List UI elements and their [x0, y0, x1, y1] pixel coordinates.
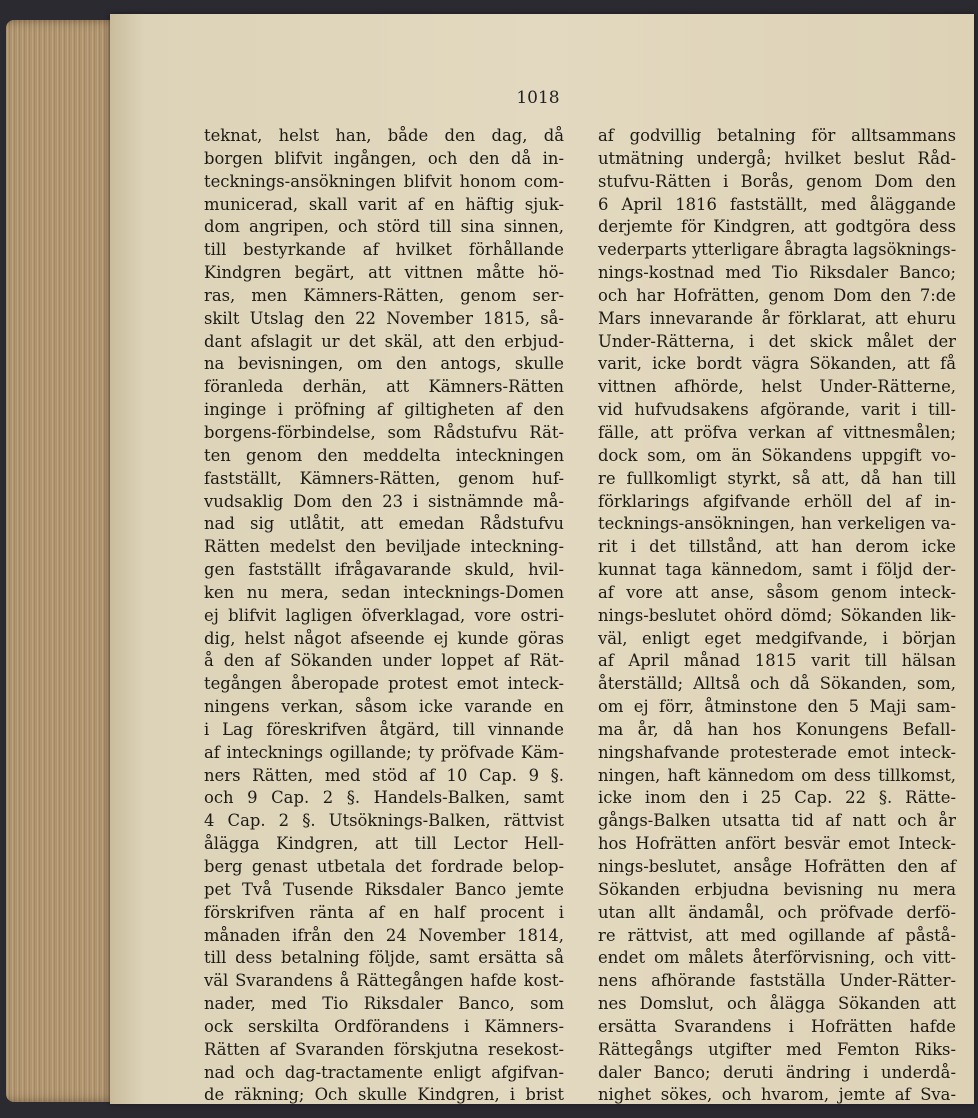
text-line: varit, icke bordt vägra Sökanden, att få: [598, 354, 956, 374]
text-line: ningens verkan, såsom icke varande en: [204, 697, 564, 717]
text-line: Rättegångs utgifter med Femton Riks-: [598, 1039, 956, 1059]
text-line: derjemte för Kindgren, att godtgöra dess: [598, 217, 956, 237]
text-line: fastställt, Kämners-Rätten, genom huf-: [204, 468, 564, 488]
text-line: ras, men Kämners-Rätten, genom ser-: [204, 285, 564, 305]
text-line: utmätning undergå; hvilket beslut Råd-: [598, 148, 956, 168]
text-line: teknat, helst han, både den dag, då: [204, 126, 564, 145]
text-line: rit i det tillstånd, att han derom icke: [598, 537, 956, 557]
text-line: nad och dag-tractamente enligt afgifvan-: [204, 1062, 564, 1082]
text-line: ningshafvande protesterade emot inteck-: [598, 742, 956, 762]
text-line: 6 April 1816 fastställt, med åläggande: [598, 194, 956, 214]
text-line: Mars innevarande år förklarat, att ehuru: [598, 308, 956, 328]
text-line: nighet sökes, och hvarom, jemte af Sva-: [598, 1085, 956, 1105]
text-line: nad sig utlåtit, att emedan Rådstufvu: [204, 514, 564, 534]
text-line: inginge i pröfning af giltigheten af den: [204, 400, 564, 420]
text-line: nings-kostnad med Tio Riksdaler Banco;: [598, 263, 956, 283]
text-line: af intecknings ogillande; ty pröfvade Käm-: [204, 742, 564, 762]
text-line: nings-beslutet, ansåge Hofrätten den af: [598, 857, 956, 876]
text-line: och har Hofrätten, genom Dom den 7:de: [598, 285, 956, 305]
text-line: dig, helst något afseende ej kunde göras: [204, 628, 564, 648]
text-line: endet om målets återförvisning, och vitt-: [598, 948, 956, 968]
text-line: skilt Utslag den 22 November 1815, så-: [204, 308, 564, 328]
book-page-edges: [6, 20, 118, 1102]
text-line: å den af Sökanden under loppet af Rät-: [204, 651, 564, 671]
text-line: till dess betalning följde, samt ersätta så: [204, 948, 564, 968]
text-line: förskrifven ränta af en half procent i: [204, 902, 564, 922]
text-line: vid hufvudsakens afgörande, varit i till-: [598, 400, 956, 420]
text-line: na bevisningen, om den antogs, skulle: [204, 354, 564, 374]
text-line: Kindgren begärt, att vittnen måtte hö-: [204, 263, 564, 283]
text-line: ersätta Svarandens i Hofrätten hafde: [598, 1016, 956, 1036]
text-line: dom angripen, och störd till sina sinnen,: [204, 217, 564, 237]
text-line: Sökanden erbjudna bevisning nu mera: [598, 879, 956, 899]
text-line: fälle, att pröfva verkan af vittnesmålen;: [598, 422, 956, 442]
book-page: [110, 14, 974, 1104]
text-line: ningen, haft kännedom om dess tillkomst,: [598, 765, 956, 785]
text-line: vudsaklig Dom den 23 i sistnämnde må-: [204, 491, 564, 511]
page-number: 1018: [516, 88, 560, 108]
text-line: dant afslagit ur det skäl, att den erbjud-: [204, 331, 564, 351]
text-line: vittnen afhörde, helst Under-Rätterne,: [598, 377, 956, 397]
text-line: af vore att anse, såsom genom inteck-: [598, 582, 956, 602]
text-line: nings-beslutet ohörd dömd; Sökanden lik-: [598, 605, 956, 625]
text-line: föranleda derhän, att Kämners-Rätten: [204, 377, 564, 397]
text-line: väl Svarandens å Rättegången hafde kost-: [204, 971, 564, 991]
text-line: daler Banco; deruti ändring i underdå-: [598, 1062, 956, 1082]
text-line: berg genast utbetala det fordrade belop-: [204, 857, 564, 876]
text-line: Rätten af Svaranden förskjutna resekost-: [204, 1039, 564, 1059]
text-line: månaden ifrån den 24 November 1814,: [204, 925, 564, 945]
text-line: 4 Cap. 2 §. Utsöknings-Balken, rättvist: [204, 811, 564, 831]
text-line: tegången åberopade protest emot inteck-: [204, 674, 564, 694]
text-line: om ej förr, åtminstone den 5 Maji sam-: [598, 697, 956, 717]
text-line: stufvu-Rätten i Borås, genom Dom den: [598, 171, 956, 191]
text-line: pet Två Tusende Riksdaler Banco jemte: [204, 879, 564, 899]
text-line: väl, enligt eget medgifvande, i början: [598, 628, 956, 648]
text-line: ners Rätten, med stöd af 10 Cap. 9 §.: [204, 765, 564, 785]
text-line: vederparts ytterligare åbragta lagsöknings-: [598, 240, 957, 260]
text-line: gen fastställt ifrågavarande skuld, hvil-: [204, 560, 564, 580]
text-line: förklarings afgifvande erhöll del af in-: [598, 491, 956, 511]
text-line: nader, med Tio Riksdaler Banco, som: [204, 994, 564, 1014]
text-line: re rättvist, att med ogillande af påstå-: [598, 925, 956, 945]
text-line: municerad, skall varit af en häftig sjuk-: [204, 194, 564, 214]
text-line: nes Domslut, och ålägga Sökanden att: [598, 994, 956, 1014]
text-line: till bestyrkande af hvilket förhållande: [204, 240, 564, 260]
text-line: af godvillig betalning för alltsammans: [598, 126, 956, 145]
text-line: ken nu mera, sedan intecknings-Domen: [204, 582, 564, 602]
text-line: ma år, då han hos Konungens Befall-: [598, 719, 956, 739]
text-line: ten genom den meddelta inteckningen: [204, 445, 564, 465]
text-line: ej blifvit lagligen öfverklagad, vore ostri-: [204, 605, 564, 625]
text-line: de räkning; Och skulle Kindgren, i brist: [204, 1085, 564, 1105]
text-line: kunnat taga kännedom, samt i följd der-: [598, 560, 956, 580]
text-line: re fullkomligt styrkt, så att, då han till: [598, 468, 956, 488]
text-line: Rätten medelst den beviljade inteckning-: [204, 537, 564, 557]
text-line: Under-Rätterna, i det skick målet der: [598, 331, 956, 351]
text-line: och 9 Cap. 2 §. Handels-Balken, samt: [204, 788, 564, 808]
right-text-column: [598, 125, 956, 1107]
text-line: borgen blifvit ingången, och den då in-: [204, 148, 564, 168]
text-line: borgens-förbindelse, som Rådstufvu Rät-: [204, 422, 564, 442]
text-line: af April månad 1815 varit till hälsan: [598, 651, 956, 671]
text-line: hos Hofrätten anfört besvär emot Inteck-: [598, 834, 956, 854]
text-line: nens afhörande fastställa Under-Rätter-: [598, 971, 956, 991]
left-text-column: [204, 125, 564, 1107]
text-line: återställd; Alltså och då Sökanden, som,: [598, 674, 956, 694]
text-line: tecknings-ansökningen blifvit honom com-: [204, 171, 564, 191]
text-line: icke inom den i 25 Cap. 22 §. Rätte-: [598, 788, 956, 808]
text-line: gångs-Balken utsatta tid af natt och år: [598, 811, 956, 831]
text-line: dock som, om än Sökandens uppgift vo-: [598, 445, 956, 465]
text-line: utan allt ändamål, och pröfvade derfö-: [598, 902, 956, 922]
text-line: i Lag föreskrifven åtgärd, till vinnande: [204, 719, 564, 739]
text-line: tecknings-ansökningen, han verkeligen va-: [598, 514, 956, 534]
text-line: ålägga Kindgren, att till Lector Hell-: [204, 834, 564, 854]
text-line: ock serskilta Ordförandens i Kämners-: [204, 1016, 564, 1036]
